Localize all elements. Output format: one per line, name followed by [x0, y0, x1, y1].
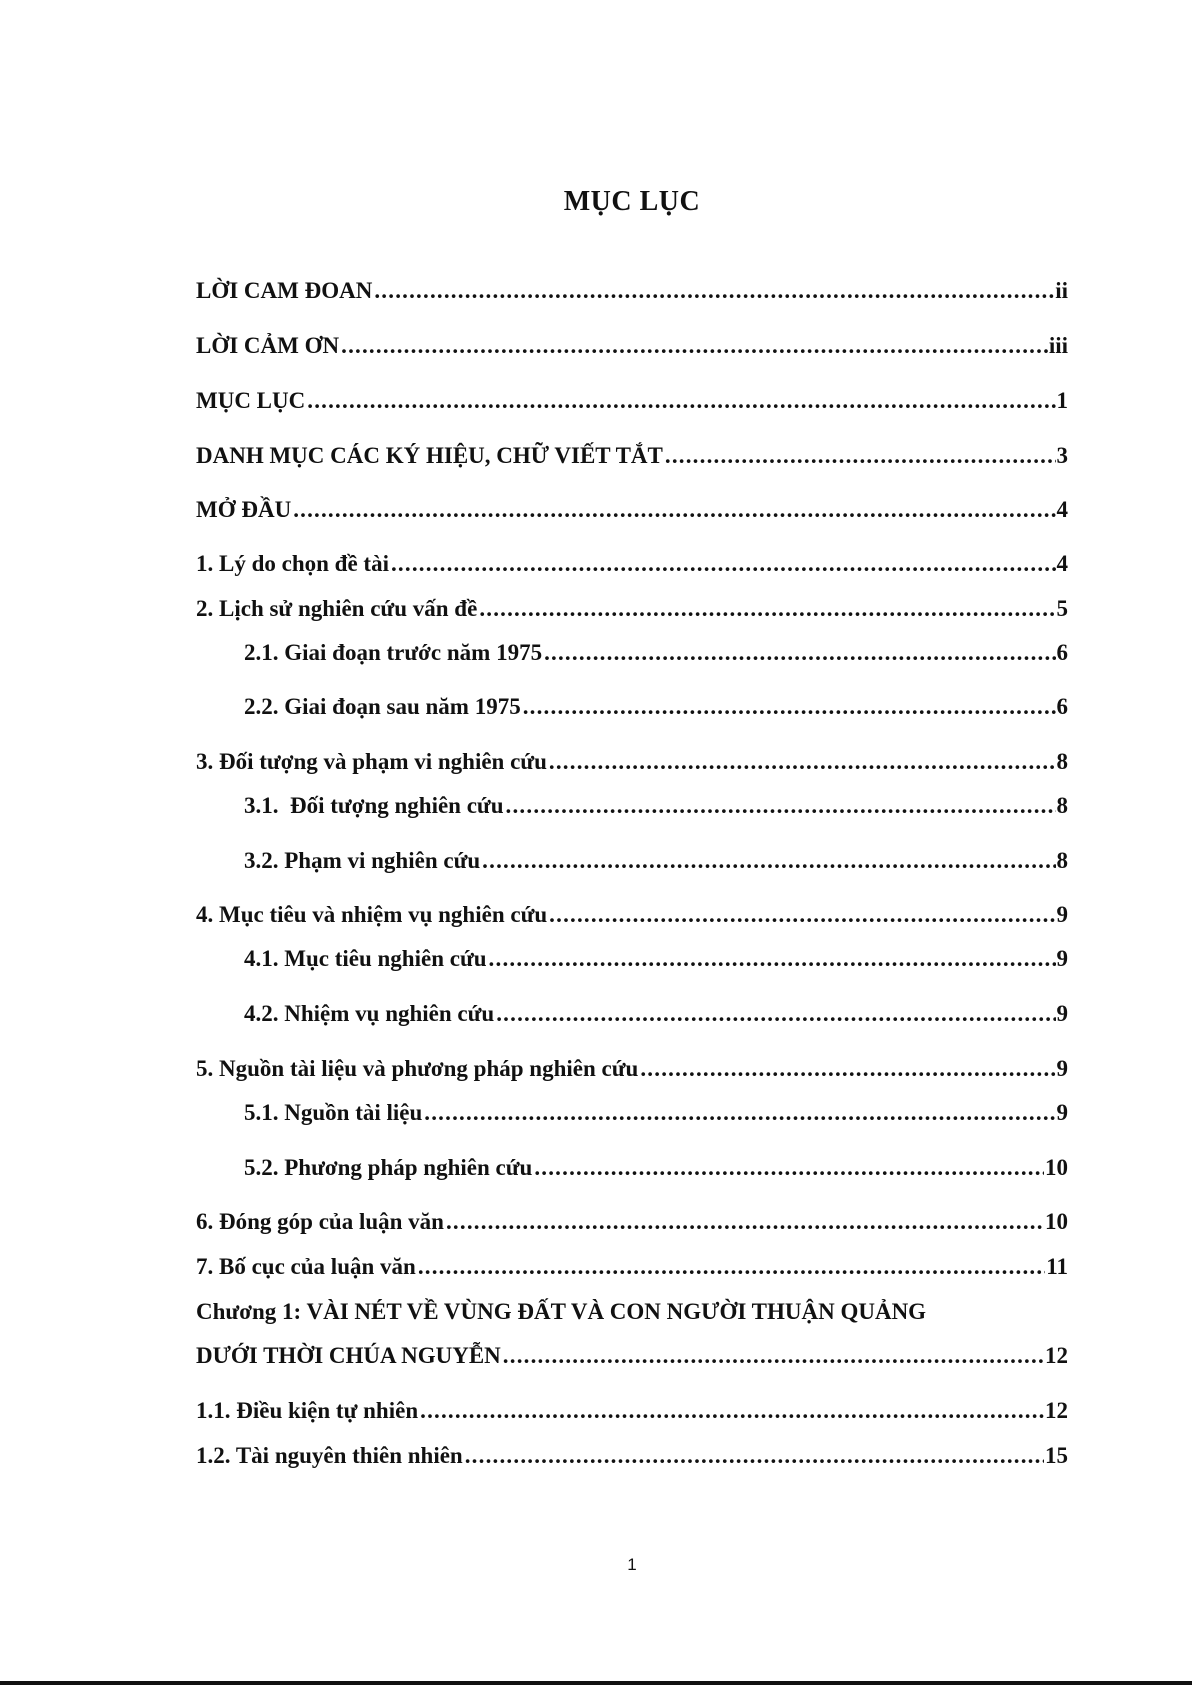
- toc-entry-page: 6: [1056, 640, 1068, 665]
- toc-entry-page: ii: [1055, 278, 1068, 303]
- toc-entry-loi-cam-doan[interactable]: [196, 276, 1068, 306]
- toc-entry-1[interactable]: [196, 549, 1068, 579]
- dot-leader: [523, 692, 1056, 722]
- toc-entry-page: 6: [1056, 694, 1068, 719]
- toc-entry-4-1[interactable]: [244, 944, 1068, 974]
- toc-entry-label: 1.1. Điều kiện tự nhiên: [196, 1398, 419, 1423]
- dot-leader: [374, 276, 1054, 306]
- toc-entry-label: 4.1. Mục tiêu nghiên cứu: [244, 946, 487, 971]
- toc-entry-muc-luc[interactable]: [196, 386, 1068, 416]
- toc-entry-label: DƯỚI THỜI CHÚA NGUYỄN: [196, 1343, 501, 1368]
- dot-leader: [307, 386, 1055, 416]
- toc-entry-5[interactable]: [196, 1054, 1068, 1084]
- page-title: MỤC LỤC: [563, 186, 701, 217]
- dot-leader: [496, 999, 1055, 1029]
- dot-leader: [424, 1098, 1055, 1128]
- toc-entry-mo-dau[interactable]: [196, 495, 1068, 525]
- toc-entry-7[interactable]: [196, 1252, 1068, 1282]
- dot-leader: [549, 900, 1055, 930]
- toc-entry-label: LỜI CAM ĐOAN: [196, 278, 373, 303]
- toc-entry-label: MỞ ĐẦU: [196, 497, 292, 522]
- dot-leader: [544, 638, 1055, 668]
- dot-leader: [391, 549, 1056, 579]
- toc-entry-label: 2.2. Giai đoạn sau năm 1975: [244, 694, 521, 719]
- dot-leader: [341, 331, 1048, 361]
- toc-entry-label: 2.1. Giai đoạn trước năm 1975: [244, 640, 543, 665]
- toc-entry-page: 10: [1045, 1209, 1068, 1234]
- toc-chapter-1-heading[interactable]: Chương 1: VÀI NÉT VỀ VÙNG ĐẤT VÀ CON NGƯỜI THUẬN QUẢNG: [196, 1299, 927, 1324]
- toc-entry-label: 1.2. Tài nguyên thiên nhiên: [196, 1443, 463, 1468]
- toc-entry-page: 9: [1056, 1056, 1068, 1081]
- dot-leader: [420, 1396, 1044, 1426]
- toc-entry-label: 1. Lý do chọn đề tài: [196, 551, 389, 576]
- toc-entry-page: 5: [1056, 596, 1068, 621]
- page-number: 1: [627, 1555, 637, 1574]
- toc-entry-page: 9: [1056, 902, 1068, 927]
- toc-entry-danh-muc[interactable]: [196, 441, 1068, 471]
- toc-entry-page: 9: [1056, 946, 1068, 971]
- toc-entry-label: 6. Đóng góp của luận văn: [196, 1209, 444, 1234]
- toc-entry-4-2[interactable]: [244, 999, 1068, 1029]
- toc-entry-label: 3.1. Đối tượng nghiên cứu: [244, 793, 504, 818]
- toc-entry-page: 12: [1045, 1398, 1068, 1423]
- toc-entry-page: 10: [1045, 1155, 1068, 1180]
- toc-entry-page: 3: [1056, 443, 1068, 468]
- toc-entry-5-2[interactable]: [244, 1153, 1068, 1183]
- toc-entry-2-1[interactable]: [244, 638, 1068, 668]
- toc-entry-label: 5.2. Phương pháp nghiên cứu: [244, 1155, 533, 1180]
- toc-entry-label: LỜI CẢM ƠN: [196, 333, 340, 358]
- toc-entry-label: 5. Nguồn tài liệu và phương pháp nghiên cứu: [196, 1056, 639, 1081]
- dot-leader: [665, 441, 1056, 471]
- dot-leader: [482, 846, 1055, 876]
- toc-entry-page: 8: [1056, 793, 1068, 818]
- toc-entry-2[interactable]: [196, 594, 1068, 624]
- toc-entry-label: MỤC LỤC: [196, 388, 306, 413]
- toc-entry-1-2[interactable]: [196, 1441, 1068, 1471]
- toc-entry-loi-cam-on[interactable]: [196, 331, 1068, 361]
- toc-entry-3-2[interactable]: [244, 846, 1068, 876]
- dot-leader: [465, 1441, 1044, 1471]
- dot-leader: [479, 594, 1055, 624]
- bottom-edge-rule: [0, 1681, 1192, 1685]
- dot-leader: [418, 1252, 1045, 1282]
- toc-entry-page: 11: [1046, 1254, 1068, 1279]
- toc-entry-label: 7. Bố cục của luận văn: [196, 1254, 416, 1279]
- toc-entry-3[interactable]: [196, 747, 1068, 777]
- toc-entry-3-1[interactable]: [244, 791, 1068, 821]
- dot-leader: [446, 1207, 1044, 1237]
- toc-entry-page: 4: [1056, 497, 1068, 522]
- toc-entry-page: 8: [1056, 749, 1068, 774]
- toc-entry-page: 9: [1056, 1001, 1068, 1026]
- toc-entry-label: 5.1. Nguồn tài liệu: [244, 1100, 423, 1125]
- toc-entry-6[interactable]: [196, 1207, 1068, 1237]
- toc-entry-page: 1: [1056, 388, 1068, 413]
- dot-leader: [534, 1153, 1044, 1183]
- toc-entry-chapter-1[interactable]: [196, 1341, 1068, 1371]
- dot-leader: [293, 495, 1055, 525]
- toc-entry-label: DANH MỤC CÁC KÝ HIỆU, CHỮ VIẾT TẮT: [196, 443, 663, 468]
- toc-entry-label: 4.2. Nhiệm vụ nghiên cứu: [244, 1001, 495, 1026]
- toc-entry-label: 3. Đối tượng và phạm vi nghiên cứu: [196, 749, 547, 774]
- toc-entry-1-1[interactable]: [196, 1396, 1068, 1426]
- toc-entry-page: 4: [1056, 551, 1068, 576]
- toc-entry-label: 4. Mục tiêu và nhiệm vụ nghiên cứu: [196, 902, 548, 927]
- toc-entry-4[interactable]: [196, 900, 1068, 930]
- dot-leader: [640, 1054, 1055, 1084]
- toc-entry-page: 12: [1045, 1343, 1068, 1368]
- dot-leader: [489, 944, 1056, 974]
- toc-entry-label: 2. Lịch sử nghiên cứu vấn đề: [196, 596, 478, 621]
- toc-entry-page: 15: [1045, 1443, 1068, 1468]
- toc-entry-page: iii: [1048, 333, 1068, 358]
- dot-leader: [549, 747, 1056, 777]
- toc-entry-page: 8: [1056, 848, 1068, 873]
- toc-entry-label: 3.2. Phạm vi nghiên cứu: [244, 848, 481, 873]
- toc-entry-5-1[interactable]: [244, 1098, 1068, 1128]
- toc-entry-page: 9: [1056, 1100, 1068, 1125]
- dot-leader: [506, 791, 1056, 821]
- toc-entry-2-2[interactable]: [244, 692, 1068, 722]
- dot-leader: [503, 1341, 1044, 1371]
